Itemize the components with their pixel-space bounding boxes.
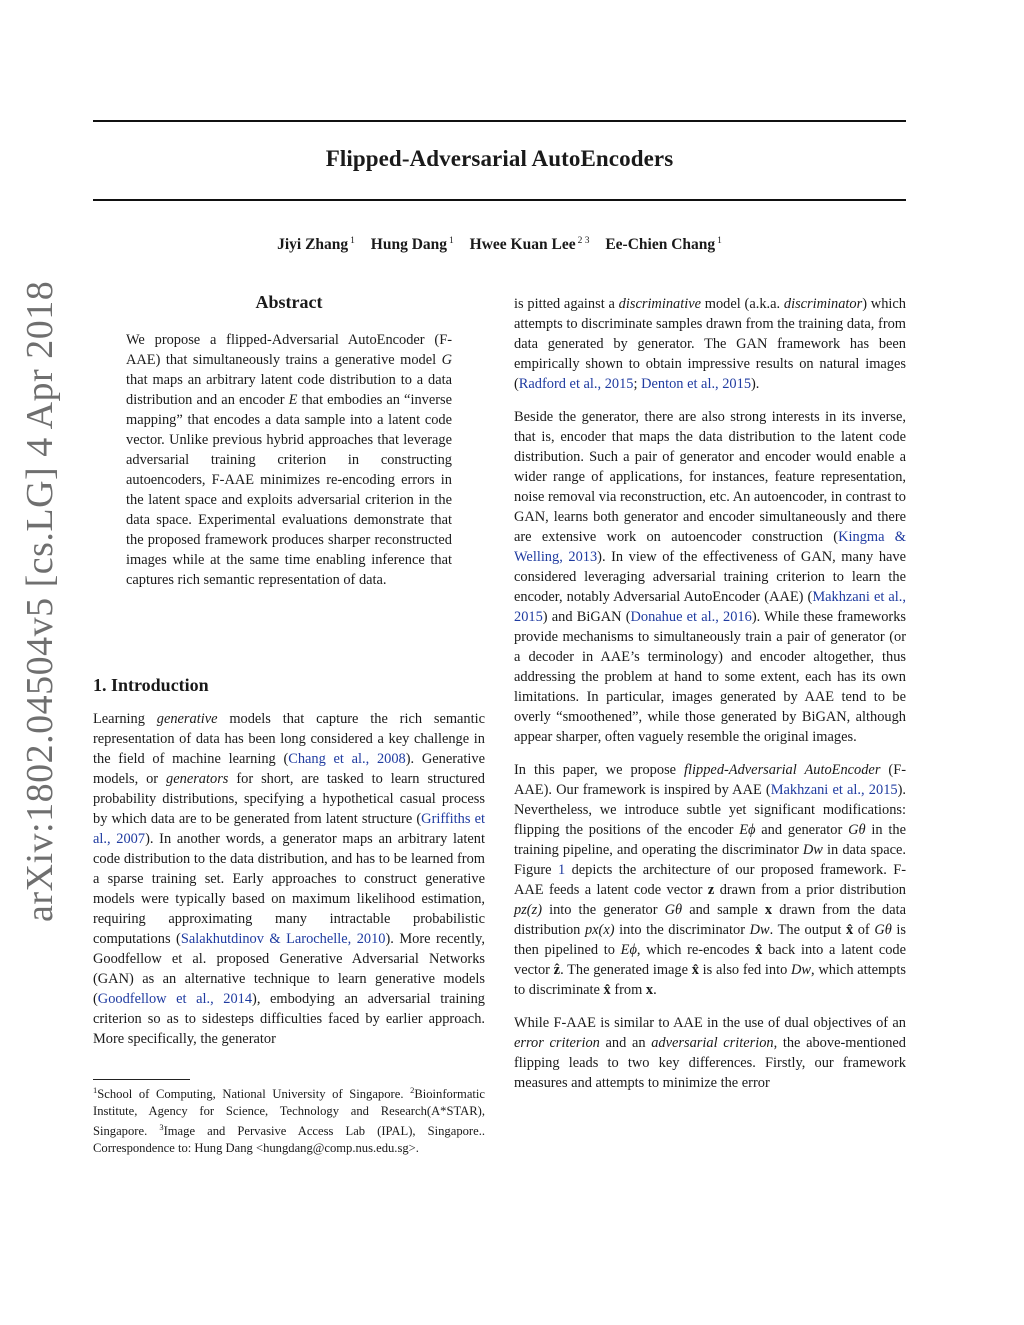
citation-link[interactable]: Griffiths et al., 2007 xyxy=(93,811,485,847)
citation-link[interactable]: Salakhutdinov & Larochelle, 2010 xyxy=(180,931,386,947)
paper-title: Flipped-Adversarial AutoEncoders xyxy=(325,146,674,171)
title-bottom-rule xyxy=(93,199,906,201)
citation-link[interactable]: Makhzani et al., 2015 xyxy=(514,589,906,625)
citation-link[interactable]: Radford et al., 2015 xyxy=(518,376,634,392)
footnote-text: School of Computing, National University of Singapore. xyxy=(97,1087,404,1101)
right-column-body xyxy=(514,294,906,1093)
author-list xyxy=(93,236,906,254)
figure-link[interactable]: 1 xyxy=(557,862,566,878)
author xyxy=(470,236,590,253)
footnote-text: Image and Pervasive Access Lab (IPAL), Singapore.. Correspondence to: Hung Dang <hungdang@comp.nus.edu.sg>. xyxy=(93,1124,485,1155)
author-affiliation: 2 3 xyxy=(577,236,590,246)
author-name: Hwee Kuan Lee xyxy=(469,236,576,253)
citation-link[interactable]: Kingma & Welling, 2013 xyxy=(514,529,906,565)
body-paragraph: In this paper, we propose flipped-Adversarial AutoEncoder (F-AAE). Our framework is inspired by AAE (Makhzani et al., 2015). Nevertheless, we introduce subtle yet significant modifications: flipping the positions of the encoder Eϕ and generator Gθ in the training pipeline, and operating the discriminator Dw in data space. Figure 1 depicts the architecture of our proposed framework. F-AAE feeds a latent code vector z drawn from a prior distribution pz(z) into the generator Gθ and sample x drawn from the data distribution px(x) into the discriminator Dw. The output x̂ of Gθ is then pipelined to Eϕ, which re-encodes x̂ back into a latent code vector ẑ. The generated image x̂ is also fed into Dw, which attempts to discriminate x̂ from x. xyxy=(514,762,907,998)
author-affiliation: 1 xyxy=(717,236,722,246)
abstract-paragraph: We propose a flipped-Adversarial AutoEncoder (F-AAE) that simultaneously trains a generative model G that maps an arbitrary latent code distribution to a data distribution and an encoder E that embodies an “inverse mapping” that encodes a data sample into a latent code vector. Unlike previous hybrid approaches that leverage adversarial training criterion in constructing autoencoders, F-AAE minimizes re-encoding errors in the latent space and exploits adversarial criterion in the data space. Experimental evaluations demonstrate that the proposed framework produces sharper reconstructed images while at the same time enabling inference that captures rich semantic representation of data. xyxy=(126,332,452,588)
abstract-body xyxy=(126,330,452,590)
abstract-heading: Abstract xyxy=(255,292,323,312)
author xyxy=(605,236,722,253)
citation-link[interactable]: Donahue et al., 2016 xyxy=(630,609,752,625)
author-affiliation: 1 xyxy=(449,236,454,246)
author-name: Ee-Chien Chang xyxy=(605,236,716,253)
footnote-text: Bioinformatic Institute, Agency for Science, Technology and Research(A*STAR), Singapore. xyxy=(93,1087,485,1138)
introduction-body xyxy=(93,709,485,1049)
intro-paragraph: Learning generative models that capture the rich semantic representation of data has been long considered a key challenge in the field of machine learning (Chang et al., 2008). Generative models, or generators for short, are tasked to learn structured probability distributions, specifying a hypothetical casual process by which data are to be generated from latent structure (Griffiths et al., 2007). In another words, a generator maps an arbitrary latent code distribution to the data distribution, and has to be learned from a sparse training set. Early approaches to construct generative models were typically based on maximum likelihood estimation, requiring approximating many intractable probabilistic computations (Salakhutdinov & Larochelle, 2010). More recently, Goodfellow et al. proposed Generative Adversarial Networks (GAN) as an alternative technique to learn generative models (Goodfellow et al., 2014), embodying an adversarial training criterion so as to sidesteps difficulties faced by earlier approach. More specifically, the generator xyxy=(93,711,485,1047)
author-name: Hung Dang xyxy=(370,236,448,253)
footnote-marker: 1 xyxy=(93,1085,98,1095)
body-paragraph: is pitted against a discriminative model (a.k.a. discriminator) which attempts to discriminate samples drawn from the training data, from data generated by generator. The GAN framework has been empirically shown to obtain impressive results on natural images (Radford et al., 2015; Denton et al., 2015). xyxy=(514,296,906,392)
section-heading-introduction: 1. Introduction xyxy=(93,675,209,695)
body-paragraph: Beside the generator, there are also strong interests in its inverse, that is, encoder that maps the data distribution to the latent code distribution. Such a pair of generator and encoder would enable a wider range of applications, for instances, feature representation, noise removal via reconstruction, etc. An autoencoder, in contrast to GAN, learns both generator and encoder simultaneously and there are extensive work on autoencoder construction (Kingma & Welling, 2013). In view of the effectiveness of GAN, many have considered leveraging adversarial training criterion to learn the encoder, notably Adversarial AutoEncoder (AAE) (Makhzani et al., 2015) and BiGAN (Donahue et al., 2016). While these frameworks provide mechanisms to simultaneously train a pair of generator (or a decoder in AAE’s terminology) and encoder altogether, thus addressing the problem at hand to some extent, each has its own limitations. In particular, images generated by AAE tend to be overly “smoothened”, while those generated by BiGAN, although appear sharper, often vaguely resemble the original images. xyxy=(514,409,906,745)
citation-link[interactable]: Makhzani et al., 2015 xyxy=(770,782,898,798)
footnotes xyxy=(93,1082,485,1156)
citation-link[interactable]: Denton et al., 2015 xyxy=(641,376,752,392)
footnote-marker: 3 xyxy=(159,1122,164,1132)
author-affiliation: 1 xyxy=(350,236,355,246)
author-name: Jiyi Zhang xyxy=(277,236,349,253)
body-paragraph: While F-AAE is similar to AAE in the use of dual objectives of an error criterion and an adversarial criterion, the above-mentioned flipping leads to two key differences. Firstly, our framework measures and attempts to minimize the error xyxy=(514,1015,906,1091)
author xyxy=(277,236,355,253)
arxiv-stamp: arXiv:1802.04504v5 [cs.LG] 4 Apr 2018 xyxy=(19,280,61,922)
footnote-rule xyxy=(93,1079,190,1080)
author xyxy=(371,236,454,253)
citation-link[interactable]: Chang et al., 2008 xyxy=(288,751,406,767)
footnote-marker: 2 xyxy=(410,1085,415,1095)
citation-link[interactable]: Goodfellow et al., 2014 xyxy=(97,991,253,1007)
title-top-rule xyxy=(93,120,906,122)
